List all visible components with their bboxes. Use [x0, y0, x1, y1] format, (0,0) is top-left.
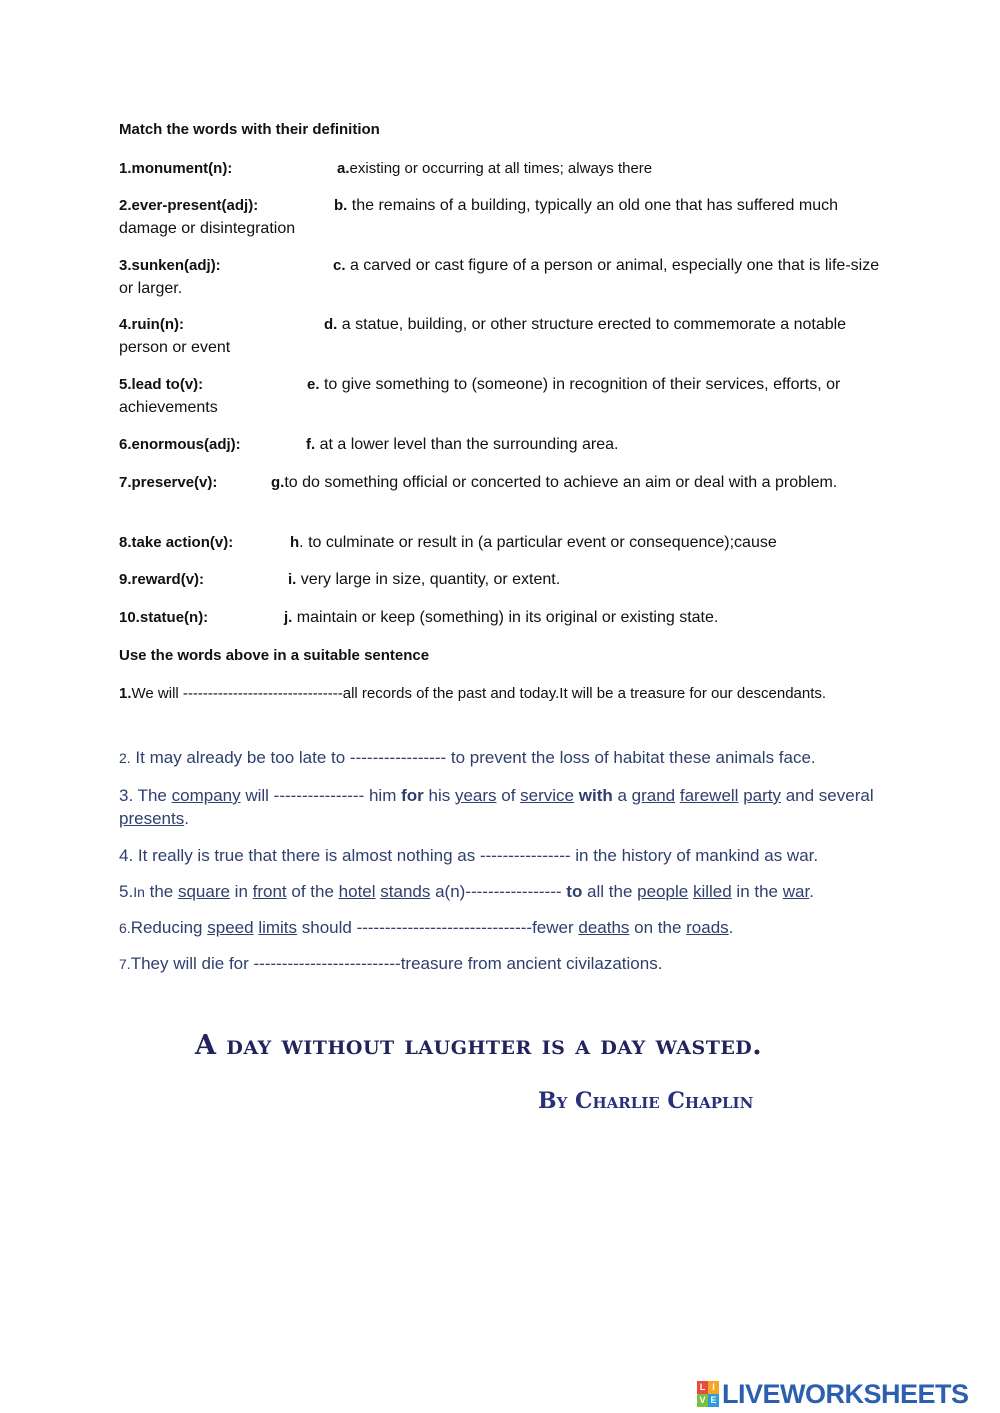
match-letter: i. [288, 571, 297, 588]
text-fragment: his [423, 786, 455, 805]
match-word: 2.ever-present(adj): [119, 197, 259, 214]
linked-word: limits [258, 918, 298, 937]
match-item [119, 471, 889, 494]
match-letter: f. [306, 436, 316, 453]
sentence-number: 2. [119, 750, 131, 766]
liveworksheets-logo[interactable] [697, 1376, 969, 1412]
linked-word: hotel [338, 882, 376, 901]
sentence-heading: Use the words above in a suitable sentence [119, 647, 430, 664]
match-item [119, 433, 889, 456]
match-item [119, 606, 889, 629]
match-definition: existing or occurring at all times; always there [349, 160, 653, 177]
text-fragment: . [728, 918, 734, 937]
linked-word: party [743, 786, 781, 805]
linked-word: stands [380, 882, 431, 901]
text-fragment: a(n)----------------- [430, 882, 567, 901]
logo-tile: E [708, 1394, 719, 1407]
text-fragment: a [612, 786, 632, 805]
match-word: 4.ruin(n): [119, 316, 184, 333]
bold-word: for [401, 786, 424, 805]
match-definition: at a lower level than the surrounding area. [315, 436, 619, 453]
match-definition: a carved or cast figure of a person or animal, especially one that is life-size or larger. [119, 257, 880, 297]
sentence-text: 4. It really is true that there is almost nothing as ---------------- in the history of mankind as war. [119, 846, 819, 865]
logo-tile: V [697, 1394, 708, 1407]
logo-text: LIVEWORKSHEETS [722, 1378, 969, 1409]
logo-tile: L [697, 1381, 708, 1394]
linked-word: people [637, 882, 689, 901]
match-definition: a statue, building, or other structure erected to commemorate a notable person or event [119, 316, 847, 356]
linked-word: speed [207, 918, 254, 937]
text-fragment: in [229, 882, 253, 901]
linked-word: square [177, 882, 230, 901]
match-item [119, 194, 889, 240]
match-item [119, 254, 889, 300]
text-fragment: of [496, 786, 521, 805]
sentence-text: They will die for --------------------------treasure from ancient civilazations. [130, 954, 663, 973]
text-fragment: in the [731, 882, 783, 901]
match-word: 3.sunken(adj): [119, 257, 221, 274]
match-item [119, 531, 889, 554]
linked-word: service [520, 786, 575, 805]
quote-author: By Charlie Chaplin [538, 1088, 754, 1114]
match-letter: c. [333, 257, 346, 274]
match-word: 1.monument(n): [119, 160, 233, 177]
match-item [119, 373, 889, 419]
quote-text: A day without laughter is a day wasted. [195, 1030, 763, 1061]
text-fragment: of the [286, 882, 339, 901]
text-fragment: . [809, 882, 814, 901]
sentence-number: 1. [119, 685, 132, 702]
linked-word: farewell [679, 786, 739, 805]
match-word: 10.statue(n): [119, 609, 209, 626]
text-fragment: will ---------------- him [240, 786, 402, 805]
linked-word: war [782, 882, 810, 901]
match-letter: b. [334, 197, 348, 214]
sentence-5 [119, 880, 894, 904]
bold-word: to [566, 882, 583, 901]
match-definition: to give something to (someone) in recognition of their services, efforts, or achievements [119, 376, 841, 416]
sentence-6 [119, 916, 894, 940]
sentence-7 [119, 952, 894, 976]
match-letter: e. [307, 376, 320, 393]
text-fragment: on the [629, 918, 687, 937]
match-definition: to do something official or concerted to achieve an aim or deal with a problem. [284, 474, 838, 491]
text-fragment: and several [781, 786, 874, 805]
bold-word: with [578, 786, 613, 805]
sentence-4 [119, 844, 894, 867]
liveworksheets-icon [697, 1381, 719, 1407]
match-definition: very large in size, quantity, or extent. [296, 571, 561, 588]
sentence-number: 7. [119, 956, 131, 972]
sentence-2 [119, 746, 894, 770]
text-fragment: 5. [119, 882, 134, 901]
sentence-number: 6. [119, 920, 131, 936]
match-letter: a. [337, 160, 350, 177]
match-item [119, 568, 889, 591]
match-letter: j. [284, 609, 293, 626]
match-letter: h [290, 534, 300, 551]
match-word: 6.enormous(adj): [119, 436, 241, 453]
match-word: 7.preserve(v): [119, 474, 218, 491]
text-fragment: 3. The [119, 786, 172, 805]
linked-word: deaths [578, 918, 630, 937]
logo-tile: I [708, 1381, 719, 1394]
match-letter: d. [324, 316, 338, 333]
text-fragment: . [184, 809, 189, 828]
match-letter: g. [271, 474, 285, 491]
linked-word: killed [692, 882, 732, 901]
match-item [119, 313, 889, 359]
match-heading: Match the words with their definition [119, 121, 380, 138]
match-word: 9.reward(v): [119, 571, 205, 588]
sentence-1 [119, 682, 894, 705]
match-word: 5.lead to(v): [119, 376, 204, 393]
match-item [119, 157, 889, 180]
match-definition: the remains of a building, typically an old one that has suffered much damage or disintegration [119, 197, 839, 237]
sentence-text: We will --------------------------------all records of the past and today.It will be a treasure for our descendants. [131, 685, 827, 702]
text-fragment: Reducing [130, 918, 208, 937]
linked-word: years [454, 786, 497, 805]
text-fragment: should -------------------------------fewer [297, 918, 579, 937]
match-word: 8.take action(v): [119, 534, 234, 551]
match-definition: . to culminate or result in (a particular event or consequence);cause [299, 534, 777, 551]
linked-word: front [252, 882, 287, 901]
text-fragment: In [133, 884, 145, 900]
sentence-3 [119, 784, 894, 830]
linked-word: presents [119, 809, 185, 828]
text-fragment: the [144, 882, 178, 901]
text-fragment: all the [582, 882, 638, 901]
sentence-text: It may already be too late to ----------------- to prevent the loss of habitat these animals face. [130, 748, 816, 767]
match-definition: maintain or keep (something) in its original or existing state. [292, 609, 719, 626]
linked-word: roads [686, 918, 729, 937]
linked-word: company [171, 786, 241, 805]
linked-word: grand [631, 786, 676, 805]
